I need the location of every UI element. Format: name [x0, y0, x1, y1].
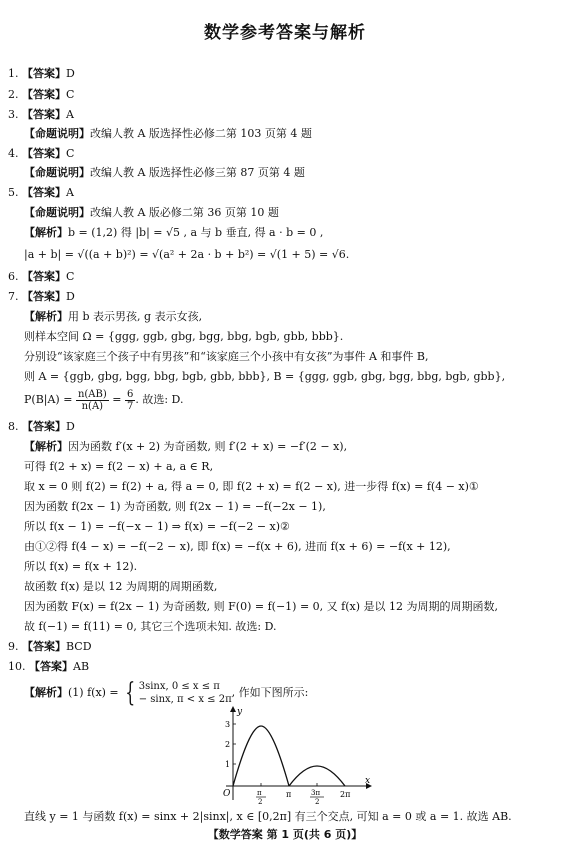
q1-answer: D — [66, 67, 75, 80]
q7-fraction-value — [125, 389, 135, 412]
q4-note-line — [24, 166, 305, 180]
q7-fraction-value-den: 7 — [126, 400, 134, 412]
q8-explanation-line-9: 因为函数 F(x) = f(2x − 1) 为奇函数, 则 F(0) = f(−1) = 0, 又 f(x) 是以 12 为周期的周期函数, — [24, 600, 499, 613]
q5-explanation-line-1 — [24, 226, 323, 240]
q8-explanation-line-5: 所以 f(x − 1) = −f(−x − 1) ⇒ f(x) = −f(−2 − x)② — [24, 520, 290, 533]
q6-number: 6. — [8, 270, 19, 283]
x-axis-label: x — [365, 776, 371, 786]
q5-note-line — [24, 206, 279, 220]
q3-answer-label: 【答案】 — [22, 108, 66, 121]
q4-answer-line — [8, 147, 74, 161]
x-tick-three-half-pi-den: 2 — [315, 798, 320, 806]
x-tick-pi: π — [286, 790, 292, 799]
q9-answer-line — [8, 640, 92, 654]
q5-answer-line — [8, 186, 74, 200]
page-footer: 【数学答案 第 1 页(共 6 页)】 — [207, 828, 363, 841]
q7-conclusion: . 故选: D. — [135, 393, 184, 406]
y-tick-3: 3 — [225, 720, 231, 729]
q7-answer-line — [8, 290, 75, 304]
q5-explanation-label: 【解析】 — [24, 226, 68, 239]
q5-explanation-line-2: |a + b| = √((a + b)²) = √(a² + 2a · b + b²) = √(1 + 5) = √6. — [24, 248, 350, 261]
y-tick-1: 1 — [225, 760, 231, 769]
x-tick-three-half-pi-num: 3π — [311, 789, 321, 797]
q9-number: 9. — [8, 640, 19, 653]
y-axis-label: y — [237, 707, 243, 717]
q10-answer: AB — [73, 660, 90, 673]
curve-3sinx — [233, 726, 289, 786]
piecewise-cases — [139, 680, 232, 706]
q7-fraction-counts — [76, 389, 109, 412]
q10-answer-label: 【答案】 — [29, 660, 73, 673]
q8-explanation-1: 因为函数 f′(x + 2) 为奇函数, 则 f′(2 + x) = −f′(2 − x), — [68, 440, 348, 453]
q5-number: 5. — [8, 186, 19, 199]
q9-answer: BCD — [66, 640, 92, 653]
q9-answer-label: 【答案】 — [22, 640, 66, 653]
q2-answer-line — [8, 88, 74, 102]
q8-explanation-line-3: 取 x = 0 则 f(2) = f(2) + a, 得 a = 0, 即 f(2 + x) = f(2 − x), 进一步得 f(x) = f(4 − x)① — [24, 480, 479, 493]
origin-label: O — [223, 789, 231, 799]
q8-number: 8. — [8, 420, 19, 433]
q7-explanation-line-1 — [24, 310, 202, 324]
q8-explanation-line-8: 故函数 f(x) 是以 12 为周期的周期函数, — [24, 580, 218, 593]
q1-answer-line — [8, 67, 75, 81]
q5-note: 改编人教 A 版必修二第 36 页第 10 题 — [90, 206, 279, 219]
function-graph — [216, 704, 376, 806]
q7-fraction-value-num: 6 — [126, 388, 134, 400]
q10-answer-line — [8, 660, 89, 674]
q4-note: 改编人教 A 版选择性必修三第 87 页第 4 题 — [90, 166, 305, 179]
q8-answer-line — [8, 420, 75, 434]
q10-conclusion: 直线 y = 1 与函数 f(x) = sinx + 2|sinx|, x ∈ [0,2π] 有三个交点, 可知 a = 0 或 a = 1. 故选 AB. — [24, 810, 512, 823]
q2-answer-label: 【答案】 — [22, 88, 66, 101]
x-tick-half-pi-den: 2 — [258, 798, 263, 806]
q8-explanation-label: 【解析】 — [24, 440, 68, 453]
q7-explanation-label: 【解析】 — [24, 310, 68, 323]
q5-explanation-1: b = (1,2) 得 |b| = √5 , a 与 b 垂直, 得 a · b = 0 , — [68, 226, 324, 239]
q8-explanation-line-4: 因为函数 f(2x − 1) 为奇函数, 则 f(2x − 1) = −f(−2x − 1), — [24, 500, 326, 513]
q10-function-lhs: (1) f(x) = — [68, 686, 119, 699]
q7-number: 7. — [8, 290, 19, 303]
q5-answer-label: 【答案】 — [22, 186, 66, 199]
q7-equals: = — [112, 393, 122, 406]
q2-answer: C — [66, 88, 75, 101]
q8-explanation-line-1 — [24, 440, 347, 454]
q4-number: 4. — [8, 147, 19, 160]
q10-graph-intro: , 作如下图所示: — [231, 686, 309, 699]
q3-note-line — [24, 127, 312, 141]
q8-explanation-line-10: 故 f(−1) = f(11) = 0, 其它三个选项未知. 故选: D. — [24, 620, 277, 633]
q5-note-label: 【命题说明】 — [24, 206, 90, 219]
q7-explanation-line-5 — [24, 388, 183, 412]
q6-answer-line — [8, 270, 74, 284]
q5-answer: A — [66, 186, 74, 199]
y-tick-2: 2 — [225, 740, 231, 749]
q4-answer: C — [66, 147, 75, 160]
q7-explanation-line-4: 则 A = {ggb, gbg, bgg, bbg, bgb, gbb, bbb}, B = {ggg, ggb, gbg, bgg, bbg, bgb, gbb}, — [24, 370, 506, 383]
q7-explanation-line-2: 则样本空间 Ω = {ggg, ggb, gbg, bgg, bbg, bgb, gbb, bbb}. — [24, 330, 344, 343]
q10-explanation-label: 【解析】 — [24, 686, 68, 699]
q6-answer: C — [66, 270, 75, 283]
q1-answer-label: 【答案】 — [22, 67, 66, 80]
q3-note: 改编人教 A 版选择性必修二第 103 页第 4 题 — [90, 127, 312, 140]
q3-answer-line — [8, 108, 74, 122]
piecewise-brace: { — [125, 678, 136, 708]
q6-answer-label: 【答案】 — [22, 270, 66, 283]
q7-fraction-counts-num: n(AB) — [77, 388, 107, 400]
q8-explanation-line-6: 由①②得 f(4 − x) = −f(−2 − x), 即 f(x) = −f(x + 6), 进而 f(x + 6) = −f(x + 12), — [24, 540, 451, 553]
q3-number: 3. — [8, 108, 19, 121]
q8-explanation-line-2: 可得 f(2 + x) = f(2 − x) + a, a ∈ R, — [24, 460, 214, 473]
page-title: 数学参考答案与解析 — [204, 23, 366, 43]
q7-explanation-line-3: 分别设“该家庭三个孩子中有男孩”和“该家庭三个小孩中有女孩”为事件 A 和事件 B, — [24, 350, 429, 363]
q2-number: 2. — [8, 88, 19, 101]
q7-answer: D — [66, 290, 75, 303]
q1-number: 1. — [8, 67, 19, 80]
q7-probability-lhs: P(B|A) = — [24, 393, 73, 406]
q7-fraction-counts-den: n(A) — [81, 400, 104, 412]
q8-answer-label: 【答案】 — [22, 420, 66, 433]
q3-answer: A — [66, 108, 74, 121]
piecewise-case-1: 3sinx, 0 ≤ x ≤ π — [138, 681, 220, 692]
q3-note-label: 【命题说明】 — [24, 127, 90, 140]
q4-answer-label: 【答案】 — [22, 147, 66, 160]
q8-explanation-line-7: 所以 f(x) = f(x + 12). — [24, 560, 138, 573]
x-tick-half-pi-num: π — [257, 789, 262, 797]
q7-answer-label: 【答案】 — [22, 290, 66, 303]
q10-number: 10. — [8, 660, 26, 673]
q7-explanation-1: 用 b 表示男孩, g 表示女孩, — [68, 310, 203, 323]
q4-note-label: 【命题说明】 — [24, 166, 90, 179]
x-tick-two-pi: 2π — [340, 790, 351, 799]
y-axis-arrow — [230, 706, 236, 712]
piecewise-case-2: − sinx, π < x ≤ 2π — [138, 694, 232, 705]
q8-answer: D — [66, 420, 75, 433]
